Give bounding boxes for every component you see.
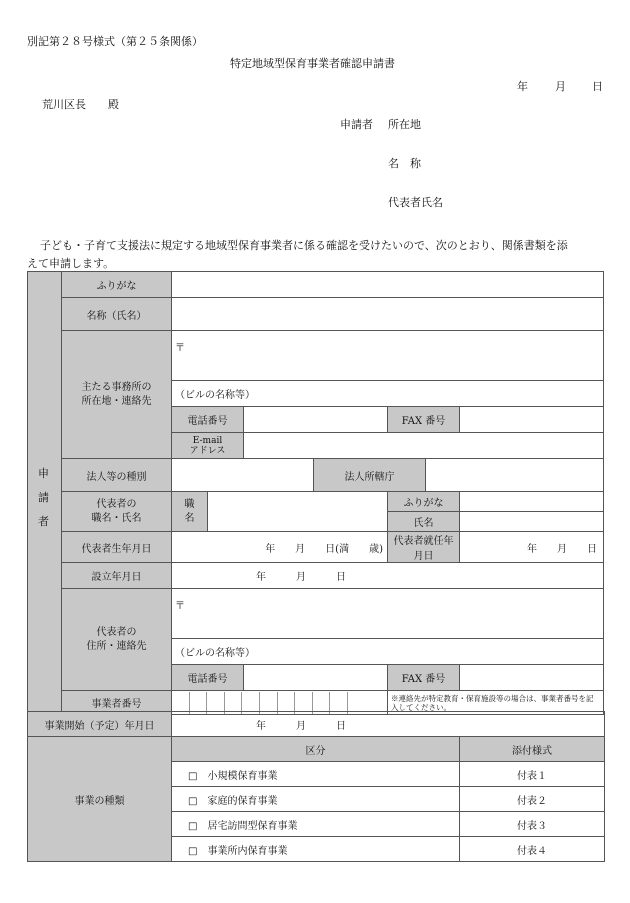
rep-appointed-field[interactable]: 年 月 日: [460, 532, 604, 563]
attachment-2: 付表２: [460, 787, 605, 812]
business-type-label: 事業の種類: [28, 737, 172, 862]
attachment-1: 付表１: [460, 762, 605, 787]
rep-phone-label: 電話番号: [172, 665, 244, 691]
rep-furigana-field[interactable]: [460, 492, 604, 512]
rep-name-label: 氏名: [388, 512, 460, 532]
rep-furigana-label: ふりがな: [388, 492, 460, 512]
furigana-label: ふりがな: [62, 272, 172, 298]
date-year-label: 年: [517, 80, 528, 93]
location-label: 所在地: [388, 118, 421, 131]
rep-name-field[interactable]: [460, 512, 604, 532]
rep-phone-field[interactable]: [244, 665, 388, 691]
rep-birth-field[interactable]: 年 月 日(満 歳): [172, 532, 388, 563]
established-label: 設立年月日: [62, 563, 172, 589]
building-label: （ビルの名称等）: [175, 390, 255, 401]
business-type-table: [27, 711, 605, 862]
start-date-label: 事業開始（予定）年月日: [28, 712, 172, 737]
attachment-4: 付表４: [460, 837, 605, 862]
intro-line-1: 子ども・子育て支援法に規定する地域型保育事業者に係る確認を受けたいので、次のとおり、関係書類を添: [40, 239, 568, 252]
office-building-field[interactable]: [172, 381, 604, 407]
type-home-based[interactable]: □ 家庭的保育事業: [172, 787, 460, 812]
office-phone-label: 電話番号: [172, 407, 244, 433]
category-header: 区分: [172, 737, 460, 762]
checkbox-icon[interactable]: □: [188, 795, 198, 807]
corp-type-field[interactable]: [172, 459, 314, 492]
checkbox-icon[interactable]: □: [188, 770, 198, 782]
office-fax-label: FAX 番号: [388, 407, 460, 433]
date-day-label: 日: [592, 80, 603, 93]
furigana-field[interactable]: [172, 272, 604, 298]
applicant-vertical-label: 申 請 者: [38, 467, 49, 528]
office-phone-field[interactable]: [244, 407, 388, 433]
corp-authority-label: 法人所轄庁: [314, 459, 426, 492]
postal-mark: 〒: [175, 343, 185, 354]
rep-title-label: 代表者の 職名・氏名: [62, 492, 172, 532]
office-fax-field[interactable]: [460, 407, 604, 433]
type-home-visit[interactable]: □ 居宅訪問型保育事業: [172, 812, 460, 837]
name-label: 名 称: [388, 157, 421, 170]
attachment-header: 添付様式: [460, 737, 605, 762]
rep-postal-field[interactable]: [172, 589, 604, 639]
checkbox-icon[interactable]: □: [188, 820, 198, 832]
business-number-note: ※連絡先が特定教育・保育施設等の場合は、事業者番号を記入してください。: [388, 691, 604, 715]
corp-type-label: 法人等の種別: [62, 459, 172, 492]
office-address-label: 主たる事務所の 所在地・連絡先: [62, 331, 172, 459]
date-month-label: 月: [555, 80, 566, 93]
rep-appointed-label: 代表者就任年月日: [388, 532, 460, 563]
rep-building-field[interactable]: [172, 639, 604, 665]
rep-post-label: 職 名: [172, 492, 208, 532]
office-email-label: E-mail アドレス: [172, 433, 244, 459]
rep-birth-label: 代表者生年月日: [62, 532, 172, 563]
applicant-label: 申請者: [340, 118, 373, 131]
start-date-field[interactable]: 年 月 日: [172, 712, 605, 737]
rep-post-field[interactable]: [208, 492, 388, 532]
postal-mark: 〒: [175, 601, 185, 612]
established-field[interactable]: 年 月 日: [172, 563, 604, 589]
business-number-label: 事業者番号: [62, 691, 172, 715]
intro-line-2: えて申請します。: [27, 257, 115, 270]
name-field[interactable]: [172, 298, 604, 331]
rep-fax-label: FAX 番号: [388, 665, 460, 691]
building-label: （ビルの名称等）: [175, 648, 255, 659]
office-email-field[interactable]: [244, 433, 604, 459]
corp-authority-field[interactable]: [426, 459, 604, 492]
name-label-cell: 名称（氏名）: [62, 298, 172, 331]
rep-fax-field[interactable]: [460, 665, 604, 691]
checkbox-icon[interactable]: □: [188, 845, 198, 857]
type-workplace[interactable]: □ 事業所内保育事業: [172, 837, 460, 862]
application-form-table: [27, 271, 604, 715]
attachment-3: 付表３: [460, 812, 605, 837]
type-small-scale[interactable]: □ 小規模保育事業: [172, 762, 460, 787]
office-postal-field[interactable]: [172, 331, 604, 381]
page-title: 特定地域型保育事業者確認申請書: [230, 57, 395, 70]
addressee: 荒川区長 殿: [42, 98, 119, 111]
rep-address-label: 代表者の 住所・連絡先: [62, 589, 172, 691]
representative-label: 代表者氏名: [388, 196, 443, 209]
form-number: 別記第２８号様式（第２５条関係）: [27, 35, 203, 48]
